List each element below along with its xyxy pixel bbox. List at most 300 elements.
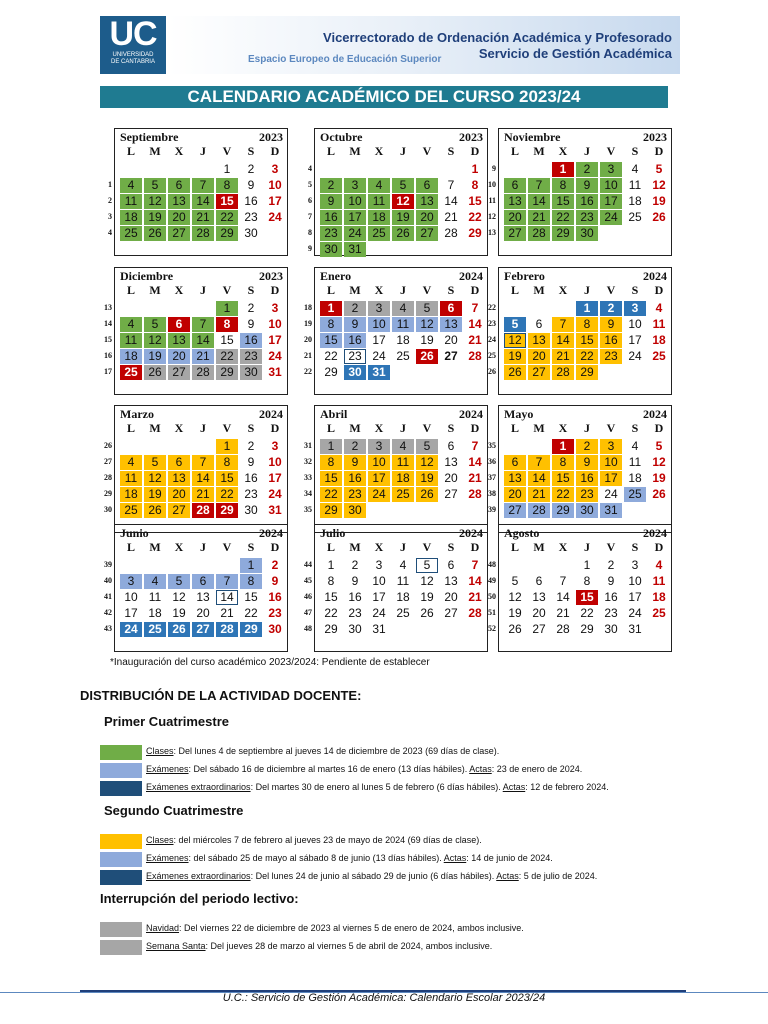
day-cell: 18: [120, 487, 142, 502]
weekday-header: S: [247, 144, 255, 158]
day-cell: 30: [240, 365, 262, 380]
week-number: 29: [104, 489, 112, 498]
day-cell: 2: [576, 162, 598, 177]
week-number: 40: [104, 576, 112, 585]
week-number: 25: [488, 351, 496, 360]
day-cell: 14: [468, 574, 482, 588]
day-cell: 5: [655, 162, 663, 176]
day-cell: 14: [444, 194, 458, 208]
day-cell: 3: [600, 439, 622, 454]
day-cell: 9: [247, 455, 255, 469]
month-box: [314, 267, 488, 395]
weekday-header: D: [270, 540, 280, 554]
month-agosto: [484, 524, 667, 652]
week-number: 16: [104, 351, 112, 360]
month-septiembre: [100, 128, 283, 256]
day-cell: 28: [528, 503, 550, 518]
day-cell: 22: [244, 606, 258, 620]
day-cell: 18: [368, 210, 390, 225]
week-number: 34: [304, 489, 312, 498]
day-cell: 13: [444, 455, 458, 469]
day-cell: 24: [268, 210, 282, 224]
day-cell: 22: [216, 210, 238, 225]
week-number: 6: [308, 196, 312, 205]
day-cell: 15: [216, 471, 238, 486]
week-number: 2: [108, 196, 112, 205]
week-number: 35: [488, 441, 496, 450]
legend-text: Exámenes extraordinarios: Del lunes 24 de junio al sábado 29 de junio (6 días hábiles). Actas: 5 de julio de 2024.: [146, 871, 598, 881]
weekday-header: M: [349, 421, 361, 435]
legend-swatch: [100, 852, 142, 867]
weekday-header: M: [349, 144, 361, 158]
weekday-header: V: [422, 540, 432, 554]
day-cell: 23: [600, 349, 622, 364]
weekday-header: X: [558, 421, 568, 435]
day-cell: 12: [652, 455, 666, 469]
day-cell: 10: [628, 317, 642, 331]
weekday-header: D: [470, 144, 480, 158]
month-name: Febrero: [504, 269, 545, 283]
day-cell: 24: [628, 349, 642, 363]
day-cell: 23: [320, 226, 342, 241]
day-cell: 15: [244, 590, 258, 604]
day-cell: 19: [144, 349, 166, 364]
day-cell: 17: [344, 210, 366, 225]
week-number: 47: [304, 608, 312, 617]
week-number: 52: [488, 624, 496, 633]
day-cell: 7: [447, 178, 455, 192]
day-cell: 26: [144, 226, 166, 241]
section-interruption: Interrupción del periodo lectivo:: [100, 891, 299, 906]
day-cell: 1: [216, 301, 238, 316]
day-cell: 17: [368, 471, 390, 486]
day-cell: 8: [320, 317, 342, 332]
weekday-header: V: [222, 144, 232, 158]
legend-swatch: [100, 834, 142, 849]
month-box: [498, 267, 672, 395]
weekday-header: J: [400, 144, 406, 158]
day-cell: 3: [624, 301, 646, 316]
week-number: 49: [488, 576, 496, 585]
vice-line2: Servicio de Gestión Académica: [478, 46, 672, 61]
day-cell: 13: [416, 194, 438, 209]
week-number: 3: [108, 212, 112, 221]
week-number: 48: [488, 560, 496, 569]
day-cell: 12: [420, 574, 434, 588]
day-cell: 6: [416, 178, 438, 193]
legend-swatch: [100, 922, 142, 937]
day-cell: 16: [320, 210, 342, 225]
week-number: 18: [304, 303, 312, 312]
day-cell: 15: [552, 194, 574, 209]
weekday-header: J: [400, 283, 406, 297]
weekday-header: X: [374, 283, 384, 297]
weekday-header: X: [374, 144, 384, 158]
day-cell: 15: [220, 333, 234, 347]
day-cell: 26: [168, 622, 190, 637]
day-cell: 2: [247, 301, 255, 315]
week-number: 15: [104, 335, 112, 344]
day-cell: 7: [471, 301, 479, 315]
week-number: 46: [304, 592, 312, 601]
day-cell: 4: [631, 162, 639, 176]
weekday-header: S: [447, 540, 455, 554]
week-number: 39: [104, 560, 112, 569]
month-junio: [100, 524, 283, 652]
day-cell: 29: [324, 365, 338, 379]
weekday-header: D: [270, 283, 280, 297]
week-number: 7: [308, 212, 312, 221]
day-cell: 21: [528, 487, 550, 502]
day-cell: 8: [552, 178, 574, 193]
day-cell: 20: [168, 210, 190, 225]
day-cell: 23: [244, 487, 258, 501]
weekday-header: M: [149, 283, 161, 297]
day-cell: 16: [600, 333, 622, 348]
day-cell: 23: [240, 349, 262, 364]
day-cell: 17: [372, 333, 386, 347]
day-cell: 27: [168, 365, 190, 380]
week-number: 17: [104, 367, 112, 376]
day-cell: 5: [144, 317, 166, 332]
week-number: 48: [304, 624, 312, 633]
day-cell: 11: [652, 574, 666, 588]
day-cell: 29: [324, 622, 338, 636]
day-cell: 14: [528, 194, 550, 209]
day-cell: 14: [528, 471, 550, 486]
day-cell: 10: [600, 455, 622, 470]
weekday-header: D: [270, 144, 280, 158]
day-cell: 9: [600, 317, 622, 332]
day-cell: 30: [576, 503, 598, 518]
day-cell: 30: [344, 503, 366, 518]
day-cell: 1: [552, 439, 574, 454]
section-second-semester: Segundo Cuatrimestre: [104, 803, 244, 818]
week-number: 44: [304, 560, 312, 569]
day-cell: 1: [552, 162, 574, 177]
day-cell: 28: [468, 487, 482, 501]
weekday-header: X: [558, 144, 568, 158]
month-year: 2024: [459, 526, 483, 540]
legend-text: Semana Santa: Del jueves 28 de marzo al viernes 5 de abril de 2024, ambos inclusive.: [146, 941, 493, 951]
day-cell: 26: [652, 487, 666, 501]
day-cell: 30: [604, 622, 618, 636]
day-cell: 3: [271, 439, 279, 453]
month-name: Mayo: [504, 407, 534, 421]
weekday-header: M: [149, 144, 161, 158]
day-cell: 22: [576, 349, 598, 364]
day-cell: 25: [396, 606, 410, 620]
page-footer: U.C.: Servicio de Gestión Académica: Calendario Escolar 2023/24: [222, 992, 546, 1004]
day-cell: 21: [444, 210, 458, 224]
day-cell: 14: [216, 590, 238, 605]
legend-swatch: [100, 763, 142, 778]
weekday-header: X: [374, 421, 384, 435]
day-cell: 4: [655, 558, 663, 572]
day-cell: 6: [535, 574, 543, 588]
week-number: 23: [488, 319, 496, 328]
week-number: 43: [104, 624, 112, 633]
day-cell: 10: [628, 574, 642, 588]
day-cell: 17: [268, 194, 282, 208]
day-cell: 29: [552, 226, 574, 241]
month-year: 2024: [259, 526, 283, 540]
day-cell: 16: [244, 471, 258, 485]
week-number: 31: [304, 441, 312, 450]
day-cell: 12: [144, 194, 166, 209]
day-cell: 24: [344, 226, 366, 241]
weekday-header: J: [584, 421, 590, 435]
day-cell: 20: [504, 210, 526, 225]
weekday-header: V: [606, 421, 616, 435]
day-cell: 28: [468, 349, 482, 363]
week-number: 10: [488, 180, 496, 189]
day-cell: 25: [396, 349, 410, 363]
weekday-header: D: [270, 421, 280, 435]
day-cell: 12: [172, 590, 186, 604]
day-cell: 9: [607, 574, 615, 588]
day-cell: 31: [344, 242, 366, 257]
week-number: 13: [488, 228, 496, 237]
weekday-header: J: [200, 421, 206, 435]
day-cell: 17: [628, 590, 642, 604]
weekday-header: S: [247, 283, 255, 297]
month-name: Enero: [320, 269, 352, 283]
day-cell: 24: [268, 487, 282, 501]
day-cell: 13: [440, 317, 462, 332]
weekday-header: V: [222, 421, 232, 435]
day-cell: 31: [268, 503, 282, 517]
day-cell: 24: [600, 210, 622, 225]
day-cell: 6: [168, 317, 190, 332]
day-cell: 3: [600, 162, 622, 177]
page-header: [100, 16, 680, 74]
day-cell: 2: [271, 558, 279, 572]
day-cell: 30: [348, 622, 362, 636]
day-cell: 15: [320, 471, 342, 486]
day-cell: 27: [444, 606, 458, 620]
month-diciembre: [100, 267, 283, 395]
weekday-header: S: [247, 540, 255, 554]
weekday-header: L: [510, 144, 519, 158]
day-cell: 22: [320, 487, 342, 502]
day-cell: 19: [420, 590, 434, 604]
day-cell: 2: [320, 178, 342, 193]
header-banner: [168, 16, 680, 74]
day-cell: 3: [368, 439, 390, 454]
day-cell: 11: [120, 333, 142, 348]
day-cell: 11: [628, 455, 642, 469]
week-number: 9: [308, 244, 312, 253]
day-cell: 10: [368, 317, 390, 332]
day-cell: 5: [392, 178, 414, 193]
day-cell: 20: [168, 487, 190, 502]
day-cell: 19: [652, 194, 666, 208]
day-cell: 5: [416, 301, 438, 316]
logo-subtitle: [100, 52, 166, 66]
weekday-header: D: [470, 421, 480, 435]
day-cell: 28: [444, 226, 458, 240]
week-number: 33: [304, 473, 312, 482]
day-cell: 6: [168, 178, 190, 193]
month-year: 2023: [259, 269, 283, 283]
month-mayo: [484, 405, 667, 533]
day-cell: 29: [576, 365, 598, 380]
day-cell: 18: [120, 210, 142, 225]
day-cell: 27: [444, 487, 458, 501]
day-cell: 16: [348, 590, 362, 604]
day-cell: 10: [268, 178, 282, 192]
day-cell: 26: [416, 349, 438, 364]
day-cell: 30: [344, 365, 366, 380]
week-number: 28: [104, 473, 112, 482]
weekday-header: S: [631, 144, 639, 158]
day-cell: 15: [576, 333, 598, 348]
day-cell: 1: [583, 558, 591, 572]
week-number: 9: [492, 164, 496, 173]
day-cell: 23: [576, 210, 598, 225]
day-cell: 24: [372, 349, 386, 363]
day-cell: 29: [216, 365, 238, 380]
weekday-header: L: [126, 144, 135, 158]
week-number: 50: [488, 592, 496, 601]
day-cell: 11: [628, 178, 642, 192]
day-cell: 15: [324, 590, 338, 604]
week-number: 4: [308, 164, 312, 173]
day-cell: 8: [216, 178, 238, 193]
week-number: 22: [488, 303, 496, 312]
day-cell: 7: [528, 455, 550, 470]
month-octubre: [300, 128, 483, 256]
day-cell: 21: [468, 333, 482, 347]
day-cell: 27: [168, 226, 190, 241]
week-number: 21: [304, 351, 312, 360]
legend-swatch: [100, 745, 142, 760]
day-cell: 30: [268, 622, 282, 636]
day-cell: 8: [327, 574, 335, 588]
day-cell: 22: [216, 487, 238, 502]
day-cell: 18: [652, 590, 666, 604]
week-number: 22: [304, 367, 312, 376]
week-number: 45: [304, 576, 312, 585]
week-number: 8: [308, 228, 312, 237]
month-name: Septiembre: [120, 130, 179, 144]
day-cell: 12: [392, 194, 414, 209]
day-cell: 10: [268, 455, 282, 469]
weekday-header: S: [447, 144, 455, 158]
day-cell: 4: [120, 178, 142, 193]
day-cell: 11: [148, 590, 162, 604]
day-cell: 19: [172, 606, 186, 620]
day-cell: 22: [324, 606, 338, 620]
day-cell: 26: [420, 606, 434, 620]
weekday-header: M: [349, 283, 361, 297]
day-cell: 4: [392, 439, 414, 454]
week-number: 27: [104, 457, 112, 466]
day-cell: 31: [628, 622, 642, 636]
day-cell: 7: [192, 178, 214, 193]
day-cell: 28: [528, 226, 550, 241]
week-number: 11: [488, 196, 496, 205]
legend-text: Exámenes: Del sábado 16 de diciembre al martes 16 de enero (13 días hábiles). Actas: 23 de enero de 2024.: [146, 764, 583, 774]
day-cell: 13: [168, 471, 190, 486]
day-cell: 21: [468, 590, 482, 604]
day-cell: 11: [396, 574, 410, 588]
day-cell: 14: [192, 333, 214, 348]
weekday-header: J: [400, 421, 406, 435]
month-year: 2024: [643, 407, 667, 421]
day-cell: 27: [168, 503, 190, 518]
week-number: 4: [108, 228, 112, 237]
day-cell: 4: [144, 574, 166, 589]
day-cell: 26: [416, 487, 438, 502]
day-cell: 13: [504, 471, 526, 486]
day-cell: 12: [416, 317, 438, 332]
day-cell: 18: [396, 333, 410, 347]
month-box: [314, 524, 488, 652]
month-name: Marzo: [120, 407, 154, 421]
day-cell: 9: [351, 574, 359, 588]
day-cell: 4: [120, 455, 142, 470]
day-cell: 8: [216, 455, 238, 470]
day-cell: 24: [604, 487, 618, 501]
legend-text: Navidad: Del viernes 22 de diciembre de 2023 al viernes 5 de enero de 2024, ambos inclusive.: [146, 923, 524, 933]
day-cell: 21: [468, 471, 482, 485]
week-number: 35: [304, 505, 312, 514]
day-cell: 25: [624, 487, 646, 502]
month-year: 2024: [643, 526, 667, 540]
day-cell: 21: [552, 349, 574, 364]
day-cell: 17: [372, 590, 386, 604]
month-box: [114, 405, 288, 533]
weekday-header: V: [222, 283, 232, 297]
day-cell: 30: [244, 503, 258, 517]
legend-text: Exámenes extraordinarios: Del martes 30 de enero al lunes 5 de febrero (6 días hábiles). Actas: 12 de febrero 2024.: [146, 782, 609, 792]
day-cell: 16: [344, 333, 366, 348]
day-cell: 2: [607, 558, 615, 572]
day-cell: 21: [192, 210, 214, 225]
day-cell: 15: [468, 194, 482, 208]
day-cell: 18: [396, 590, 410, 604]
weekday-header: D: [654, 540, 664, 554]
day-cell: 14: [192, 194, 214, 209]
month-name: Octubre: [320, 130, 363, 144]
weekday-header: V: [422, 283, 432, 297]
page-title: CALENDARIO ACADÉMICO DEL CURSO 2023/24: [100, 86, 668, 108]
day-cell: 30: [576, 226, 598, 241]
day-cell: 5: [144, 455, 166, 470]
day-cell: 2: [344, 439, 366, 454]
day-cell: 28: [216, 622, 238, 637]
day-cell: 26: [144, 503, 166, 518]
day-cell: 22: [580, 606, 594, 620]
month-noviembre: [484, 128, 667, 256]
day-cell: 14: [192, 471, 214, 486]
day-cell: 24: [368, 487, 390, 502]
day-cell: 22: [552, 210, 574, 225]
day-cell: 2: [600, 301, 622, 316]
day-cell: 27: [504, 503, 526, 518]
month-year: 2023: [259, 130, 283, 144]
day-cell: 5: [144, 178, 166, 193]
day-cell: 14: [468, 317, 482, 331]
week-number: 1: [108, 180, 112, 189]
month-name: Abril: [320, 407, 348, 421]
weekday-header: S: [247, 421, 255, 435]
weekday-header: V: [606, 144, 616, 158]
day-cell: 1: [327, 558, 335, 572]
week-number: 39: [488, 505, 496, 514]
